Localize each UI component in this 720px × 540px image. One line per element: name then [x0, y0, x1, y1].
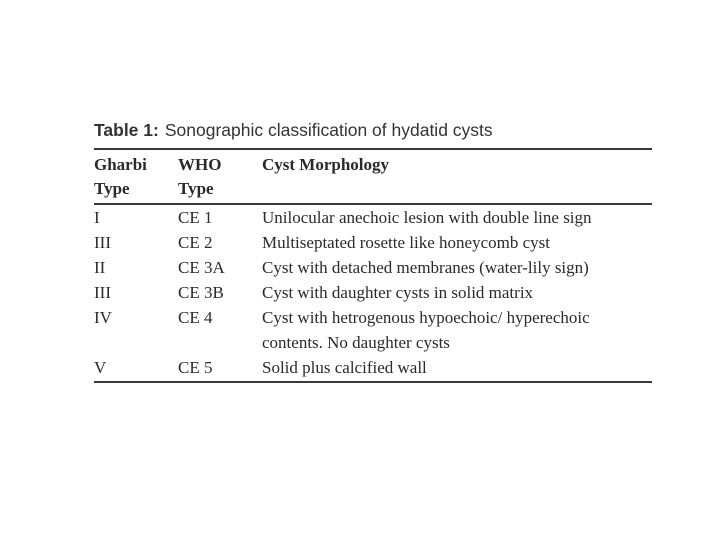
cell-morphology: Cyst with detached membranes (water-lily sign)	[262, 258, 589, 277]
caption-label: Table 1:	[94, 120, 159, 140]
cell-morphology: Cyst with hetrogenous hypoechoic/ hyperechoic	[262, 308, 590, 327]
header-row-2	[94, 177, 652, 204]
table-row	[94, 204, 652, 230]
header-who: WHO	[178, 149, 262, 177]
cell-who: CE 3A	[178, 258, 225, 277]
table-row	[94, 255, 652, 280]
classification-table	[94, 148, 652, 383]
table-body	[94, 204, 652, 382]
table-figure	[94, 118, 652, 383]
cell-who: CE 2	[178, 233, 213, 252]
cell-morphology: Solid plus calcified wall	[262, 355, 652, 382]
header-row-1	[94, 149, 652, 177]
cell-who	[178, 330, 262, 355]
header-morphology-blank	[262, 177, 652, 204]
table-row	[94, 330, 652, 355]
cell-morphology: Cyst with daughter cysts in solid matrix	[262, 283, 534, 302]
cell-gharbi: II	[94, 258, 106, 277]
table-row	[94, 230, 652, 255]
table-header	[94, 149, 652, 204]
header-gharbi: Gharbi	[94, 149, 178, 177]
cell-who: CE 3B	[178, 283, 224, 302]
cell-gharbi: I	[94, 208, 100, 227]
cell-who: CE 1	[178, 208, 213, 227]
cell-gharbi: III	[94, 233, 111, 252]
cell-gharbi: V	[94, 355, 178, 382]
table-row	[94, 355, 652, 382]
cell-who: CE 5	[178, 355, 262, 382]
cell-morphology: Multiseptated rosette like honeycomb cyst	[262, 233, 550, 252]
table-row	[94, 280, 652, 305]
table-caption	[94, 118, 652, 148]
cell-morphology: contents. No daughter cysts	[262, 333, 450, 352]
header-morphology: Cyst Morphology	[262, 149, 652, 177]
cell-who: CE 4	[178, 308, 213, 327]
header-who-type: Type	[178, 177, 262, 204]
cell-gharbi: IV	[94, 308, 112, 327]
cell-gharbi	[94, 330, 178, 355]
cell-morphology: Unilocular anechoic lesion with double line sign	[262, 208, 592, 227]
caption-title: Sonographic classification of hydatid cysts	[164, 120, 493, 140]
table-row	[94, 305, 652, 330]
cell-gharbi: III	[94, 283, 111, 302]
header-gharbi-type: Type	[94, 177, 178, 204]
